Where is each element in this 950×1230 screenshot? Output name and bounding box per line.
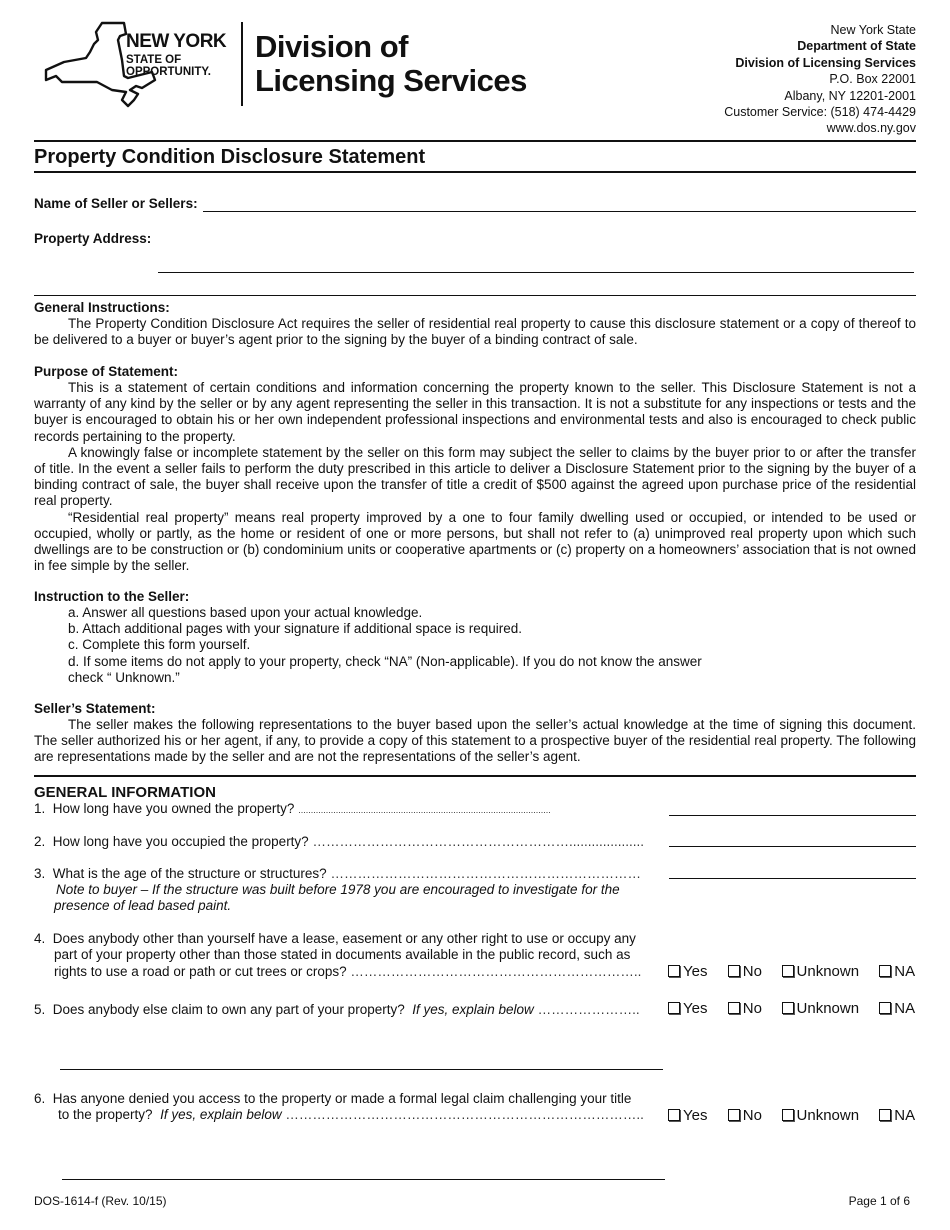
property-address-field[interactable] [158,258,914,273]
purpose-text: This is a statement of certain conditions and information concerning the property known to the seller. This Disclosure Statement is not a warranty of any kind by the seller or by any agent representing the seller in this transaction. It is not a substitute for any inspections or tests and the buyer is encouraged to obtain his or her own independent professional inspections and environmental tests and also is encouraged to check public records pertaining to the property. A knowingly false or incomplete statement by the seller on this form may subject the seller to claims by the buyer prior to or after the transfer of title. In the event a seller fails to perform the duty prescribed in this article to deliver a Disclosure Statement prior to the signing by the buyer of a binding contract of sale, the buyer shall receive upon the transfer of title a credit of $500 against the agreed upon purchase price of the residential real property. “Residential real property” means real property improved by a one to four family dwelling used or occupied, or intended to be used or occupied, wholly or partly, as the home or resident of one or more persons, but shall not refer to (a) unimproved real property upon which such dwellings are to be construction or (b) condominium units or cooperative apartments or (c) property on a homeowners’ association that is not owned in fee simple by the seller. [34,380,916,574]
checkbox[interactable] [782,1002,794,1014]
option-no[interactable]: No [728,1000,778,1017]
answer-field-3[interactable] [669,864,916,879]
option-na[interactable]: NA [879,1000,915,1017]
section-divider [34,295,916,296]
option-no[interactable]: No [728,963,778,980]
general-instructions-heading: General Instructions: [34,300,170,315]
question-2: 2. How long have you occupied the property? ………………………………………………….................... [34,834,644,849]
question-5: 5. Does anybody else claim to own any part of your property? If yes, explain below ………………….. [34,1002,640,1017]
list-item-continued: check “ Unknown.” [68,669,180,685]
page-number: Page 1 of 6 [848,1194,910,1208]
list-item: d. If some items do not apply to your property, check “NA” (Non-applicable). If you do not know the answer [68,653,702,669]
checkbox[interactable] [879,1002,891,1014]
question-3: 3. What is the age of the structure or structures? …………………………………………………………… [34,866,641,881]
general-instructions-text: The Property Condition Disclosure Act requires the seller of residential real property to cause this disclosure statement or a copy of thereof to be delivered to a buyer or buyer’s agent prior to the signing by the buyer of a binding contract of sale. [34,316,916,348]
option-yes[interactable]: Yes [668,1000,724,1017]
question-5-explanation-field[interactable] [60,1055,663,1070]
general-info-top-rule [34,775,916,777]
checkbox[interactable] [879,1109,891,1121]
agency-address: New York State Department of State Division of Licensing Services P.O. Box 22001 Albany, NY 12201-2001 Customer Service: (518) 474-4429 www.dos.ny.gov [724,23,916,136]
seller-name-field[interactable] [203,196,916,212]
checkbox[interactable] [728,1109,740,1121]
seller-instructions-list [68,605,702,686]
list-item: a. Answer all questions based upon your actual knowledge. [68,605,423,620]
option-no[interactable]: No [728,1107,778,1124]
logo-tagline: STATE OF OPPORTUNITY. [126,54,211,78]
option-na[interactable]: NA [879,963,915,980]
list-item: c. Complete this form yourself. [68,637,251,653]
logo-new-york: NEW YORK [126,31,227,52]
question-4: 4. Does anybody other than yourself have a lease, easement or any other right to use or occupy any part of your property other than those stated in documents available in the public record, such as rights to use a road or path or cut trees or crops? ……………………………………………………….. [34,931,642,979]
checkbox[interactable] [879,965,891,977]
question-5-options [668,1000,915,1017]
list-item: b. Attach additional pages with your signature if additional space is required. [68,621,523,637]
form-title: Property Condition Disclosure Statement [34,146,426,168]
checkbox[interactable] [782,1109,794,1121]
sellers-statement-heading: Seller’s Statement: [34,701,156,716]
form-id: DOS-1614-f (Rev. 10/15) [34,1194,167,1208]
option-unknown[interactable]: Unknown [782,1107,876,1124]
answer-field-1[interactable] [669,801,916,816]
question-6-explanation-field[interactable] [62,1165,665,1180]
checkbox[interactable] [782,965,794,977]
title-bottom-rule [34,171,916,173]
question-1: 1. How long have you owned the property? ..................................................................................................... [34,801,551,816]
general-information-heading: GENERAL INFORMATION [34,784,216,801]
seller-name-label: Name of Seller or Sellers: [34,196,198,211]
option-na[interactable]: NA [879,1107,915,1124]
question-6-options [668,1107,915,1124]
checkbox[interactable] [728,1002,740,1014]
checkbox[interactable] [668,1109,680,1121]
question-3-note: Note to buyer – If the structure was built before 1978 you are encouraged to investigate for the presence of lead based paint. [54,882,620,914]
option-yes[interactable]: Yes [668,963,724,980]
title-top-rule [34,140,916,142]
checkbox[interactable] [668,965,680,977]
question-6: 6. Has anyone denied you access to the property or made a formal legal claim challenging your title to the property? If yes, explain below …………………………………………………………………….. [34,1091,644,1123]
purpose-heading: Purpose of Statement: [34,364,179,379]
seller-instructions-heading: Instruction to the Seller: [34,589,190,604]
checkbox[interactable] [668,1002,680,1014]
checkbox[interactable] [728,965,740,977]
option-unknown[interactable]: Unknown [782,963,876,980]
sellers-statement-text: The seller makes the following representations to the buyer based upon the seller’s actual knowledge at the time of signing this document. The seller authorized his or her agent, if any, to provide a copy of this statement to a prospective buyer of the residential real property. The following are representations made by the seller and are not the representations of the seller’s agent. [34,717,916,765]
question-4-options [668,963,915,980]
option-unknown[interactable]: Unknown [782,1000,876,1017]
logo-divider [241,22,243,106]
division-title: Division of Licensing Services [255,29,527,98]
option-yes[interactable]: Yes [668,1107,724,1124]
answer-field-2[interactable] [669,832,916,847]
property-address-label: Property Address: [34,231,152,246]
